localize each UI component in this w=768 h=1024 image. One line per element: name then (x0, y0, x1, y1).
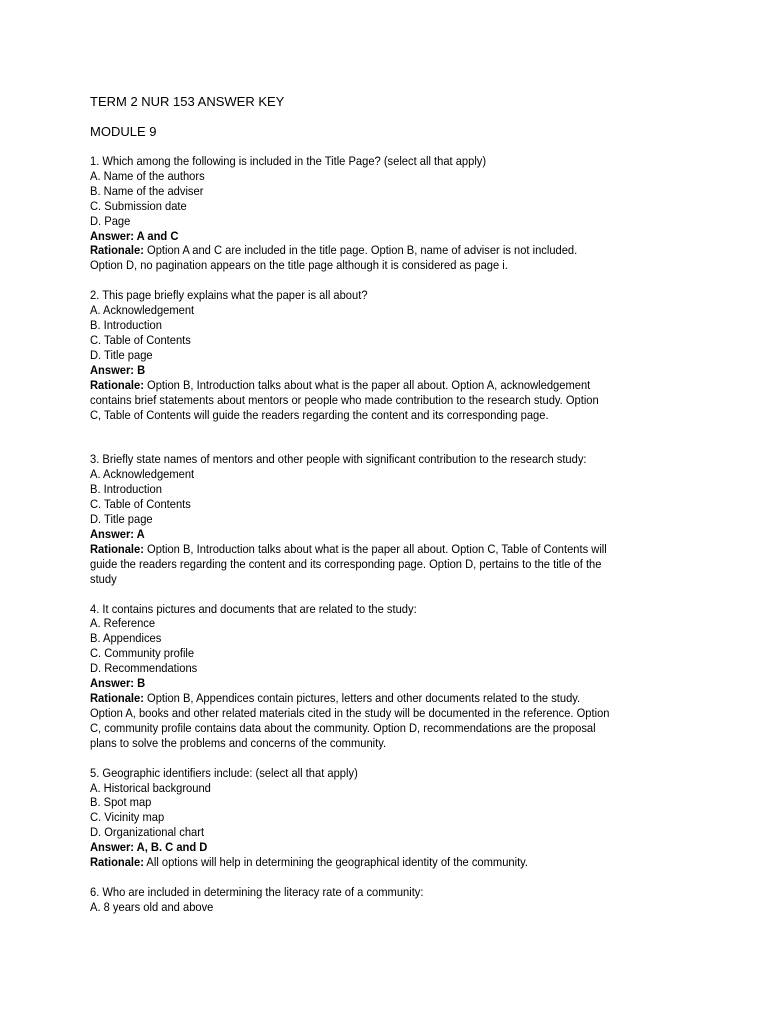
question-block-6 (90, 885, 690, 915)
option-a: A. 8 years old and above (90, 899, 214, 914)
question-stem: 6. Who are included in determining the literacy rate of a community: (90, 884, 424, 899)
option-b: B. Introduction (90, 482, 162, 497)
rationale-label: Rationale: (90, 691, 144, 705)
rationale-text: Option A, books and other related materials cited in the study will be documented in the reference. Option (90, 705, 610, 720)
option-a: A. Acknowledgement (90, 467, 195, 482)
option-c: C. Submission date (90, 198, 187, 213)
rationale-label: Rationale: (90, 377, 144, 392)
rationale-label: Rationale: (90, 855, 144, 870)
rationale-text: contains brief statements about mentors or people who made contribution to the research study. Option (90, 392, 599, 407)
question-block-4 (90, 602, 690, 751)
rationale-text: Option B, Introduction talks about what is the paper all about. Option A, acknowledgement (143, 377, 591, 392)
option-a: A. Name of the authors (90, 168, 205, 183)
option-c: C. Community profile (90, 646, 195, 661)
question-stem: 3. Briefly state names of mentors and other people with significant contribution to the research study: (90, 452, 587, 467)
question-block-2 (90, 288, 690, 422)
rationale-text: Option A and C are included in the title page. Option B, name of adviser is not included. (143, 243, 578, 258)
option-d: D. Page (90, 213, 131, 228)
answer-line: Answer: A (90, 526, 145, 541)
rationale-text: plans to solve the problems and concerns of the community. (90, 735, 387, 750)
question-stem: 2. This page briefly explains what the paper is all about? (90, 288, 368, 303)
question-stem: 5. Geographic identifiers include: (select all that apply) (90, 765, 358, 780)
option-d: D. Organizational chart (90, 825, 205, 840)
option-b: B. Appendices (90, 631, 162, 646)
document-page (90, 94, 690, 915)
option-a: A. Acknowledgement (90, 303, 195, 318)
rationale-text: Option D, no pagination appears on the title page although it is considered as page i. (90, 258, 508, 273)
question-block-3 (90, 452, 690, 586)
option-c: C. Table of Contents (90, 497, 191, 512)
option-a: A. Reference (90, 616, 156, 631)
rationale-label: Rationale: (90, 243, 144, 258)
module-heading: MODULE 9 (90, 124, 157, 139)
option-b: B. Name of the adviser (90, 183, 204, 198)
option-c: C. Vicinity map (90, 810, 165, 825)
answer-line: Answer: A, B. C and D (90, 840, 208, 855)
document-title: TERM 2 NUR 153 ANSWER KEY (90, 94, 285, 109)
answer-line: Answer: B (90, 676, 146, 691)
option-b: B. Spot map (90, 795, 152, 810)
rationale-text: C, community profile contains data about the community. Option D, recommendations are the proposal (90, 720, 596, 735)
rationale-label: Rationale: (90, 541, 144, 556)
question-block-5 (90, 766, 690, 870)
option-a: A. Historical background (90, 780, 211, 795)
option-d: D. Recommendations (90, 661, 198, 676)
answer-line: Answer: A and C (90, 228, 179, 243)
rationale-text: Option B, Appendices contain pictures, letters and other documents related to the study. (143, 691, 581, 705)
rationale-text: study (90, 571, 117, 586)
question-stem: 4. It contains pictures and documents that are related to the study: (90, 601, 417, 616)
question-block-1 (90, 154, 690, 273)
answer-line: Answer: B (90, 362, 146, 377)
rationale-text: C, Table of Contents will guide the readers regarding the content and its corresponding page. (90, 407, 549, 422)
rationale-text: Option B, Introduction talks about what is the paper all about. Option C, Table of Contents will (143, 541, 607, 556)
rationale-text: All options will help in determining the geographical identity of the community. (143, 855, 529, 870)
rationale-text: guide the readers regarding the content and its corresponding page. Option D, pertains to the title of the (90, 556, 602, 571)
option-b: B. Introduction (90, 318, 162, 333)
option-d: D. Title page (90, 347, 153, 362)
question-stem: 1. Which among the following is included in the Title Page? (select all that apply) (90, 154, 487, 168)
option-d: D. Title page (90, 512, 153, 527)
option-c: C. Table of Contents (90, 332, 191, 347)
